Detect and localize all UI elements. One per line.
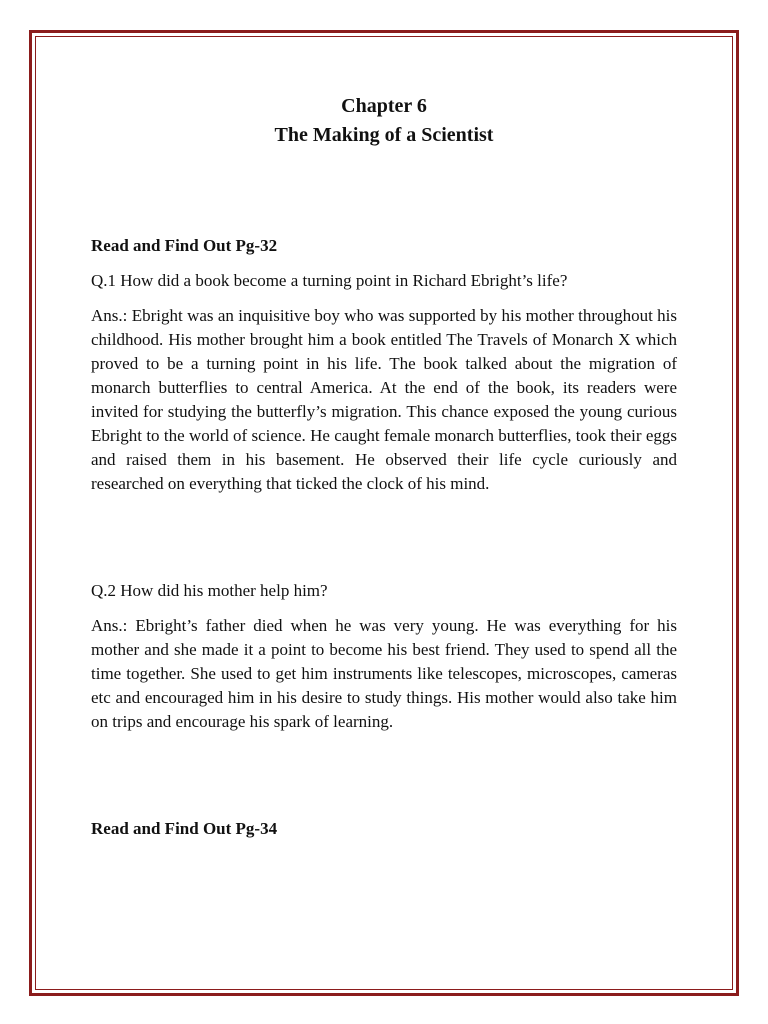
section-heading-pg34: Read and Find Out Pg-34 [91, 819, 278, 838]
answer-1: Ans.: Ebright was an inquisitive boy who was supported by his mother throughout his childhood. His mother brought him a book entitled The Travels of Monarch X which proved to be a turning point in his life. The book talked about the migration of monarch butterflies to central America. At the end of the book, its readers were invited for studying the butterfly’s migration. This chance exposed the young curious Ebright to the world of science. He caught female monarch butterflies, took their eggs and raised them in his basement. He observed their life cycle curiously and researched on everything that ticked the clock of his mind. [91, 306, 677, 493]
section-heading-pg32: Read and Find Out Pg-32 [91, 236, 278, 255]
chapter-number: Chapter 6 [341, 95, 427, 117]
question-1: Q.1 How did a book become a turning point in Richard Ebright’s life? [91, 271, 568, 290]
chapter-title: The Making of a Scientist [274, 124, 494, 146]
document-body [91, 92, 677, 841]
answer-2: Ans.: Ebright’s father died when he was very young. He was everything for his mother and she made it a point to become his best friend. They used to spend all the time together. She used to get him instruments like telescopes, microscopes, cameras etc and encouraged him in his desire to study things. His mother would also take him on trips and encourage his spark of learning. [91, 616, 677, 731]
question-2: Q.2 How did his mother help him? [91, 581, 328, 600]
